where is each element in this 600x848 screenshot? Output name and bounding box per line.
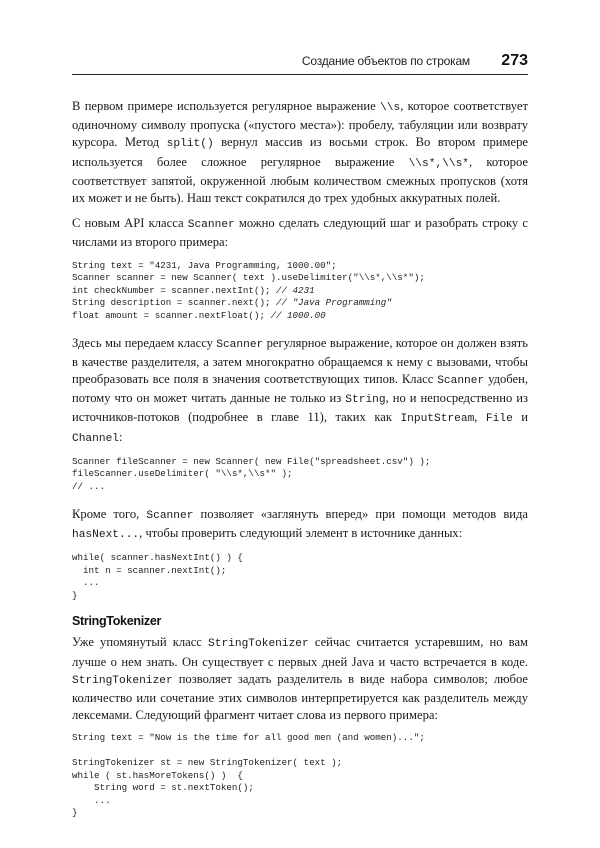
inline-code: \\s*,\\s* xyxy=(408,157,470,170)
page-body xyxy=(72,98,528,832)
code-block-scanner-parse: String text = "4231, Java Programming, 1000.00"; Scanner scanner = new Scanner( text ).useDelimiter("\\s*,\\s*"); int checkNumber = scanner.nextInt(); // 4231 String description = scanner.next(); // "Java Programming" float amount = scanner.nextFloat(); // 1000.00 xyxy=(72,259,425,321)
paragraph-scanner-delimiter: Здесь мы передаем классу Scanner регулярное выражение, которое он должен взять в качестве разделителя, а затем многократно обращаемся к нему с вызовами, чтобы преобразовать все поля в значения соответствующих типов. Класс Scanner удобен, потому что он может читать данные не только из String, но и непосредственно из источников-потоков (подробнее в главе 11), таких как InputStream, File и Channel: xyxy=(72,335,528,445)
inline-code: StringTokenizer xyxy=(72,674,173,687)
inline-code: \\s xyxy=(380,102,401,114)
running-title: Создание объектов по строкам xyxy=(301,54,470,68)
paragraph-scanner-intro: С новым API класса Scanner можно сделать следующий шаг и разобрать строку с числами из второго примера: xyxy=(72,216,528,250)
inline-code: Channel xyxy=(72,432,119,445)
paragraph-regex-explanation: В первом примере используется регулярное выражение \\s, которое соответствует одиночному символу пропуска («пустого места»): пробелу, табуляции или возврату курсора. Метод split() вернул массив из восьми строк. Во втором примере используется более сложное регулярное выражение \\s*,\\s*, которое соответствует запятой, окруженной любым количеством смежных пропусков (хотя их может и не быть). Наш текст сократился до трех удобных аккуратных полей. xyxy=(72,99,528,206)
paragraph-stringtokenizer: Уже упомянутый класс StringTokenizer сейчас считается устаревшим, но вам лучше о нем знать. Он существует с первых дней Java и часто встречается в коде. StringTokenizer позволяет задать разделитель в виде набора символов; любое количество или сочетание этих символов интерпретируется как разделитель между лексемами. Следующий фрагмент читает слова из первого примера: xyxy=(72,635,529,723)
inline-code: Scanner xyxy=(216,338,264,351)
running-header xyxy=(72,40,528,75)
inline-code: File xyxy=(485,413,513,426)
inline-code: StringTokenizer xyxy=(208,638,309,651)
section-heading: StringTokenizer xyxy=(72,614,162,629)
inline-code: hasNext... xyxy=(72,528,140,541)
paragraph-lookahead: Кроме того, Scanner позволяет «заглянуть вперед» при помощи методов вида hasNext..., чтобы проверить следующий элемент в источнике данных: xyxy=(72,506,528,541)
code-block-file-scanner: Scanner fileScanner = new Scanner( new File("spreadsheet.csv") ); fileScanner.useDelimiter( "\\s*,\\s*" ); // ... xyxy=(72,455,431,492)
page-number: 273 xyxy=(501,52,528,69)
inline-code: split() xyxy=(166,138,214,151)
inline-code: InputStream xyxy=(400,413,475,426)
inline-code: Scanner xyxy=(187,219,235,232)
inline-code: Scanner xyxy=(437,375,485,387)
inline-code: Scanner xyxy=(146,509,194,522)
code-block-tokenizer-loop: StringTokenizer st = new StringTokenizer( text ); while ( st.hasMoreTokens() ) { String word = st.nextToken(); ... } xyxy=(72,756,343,819)
code-block-text-string: String text = "Now is the time for all good men (and women)..."; xyxy=(72,732,425,744)
code-block-hasnext-loop: while( scanner.hasNextInt() ) { int n = scanner.nextInt(); ... } xyxy=(72,552,243,601)
inline-code: String xyxy=(345,394,386,407)
